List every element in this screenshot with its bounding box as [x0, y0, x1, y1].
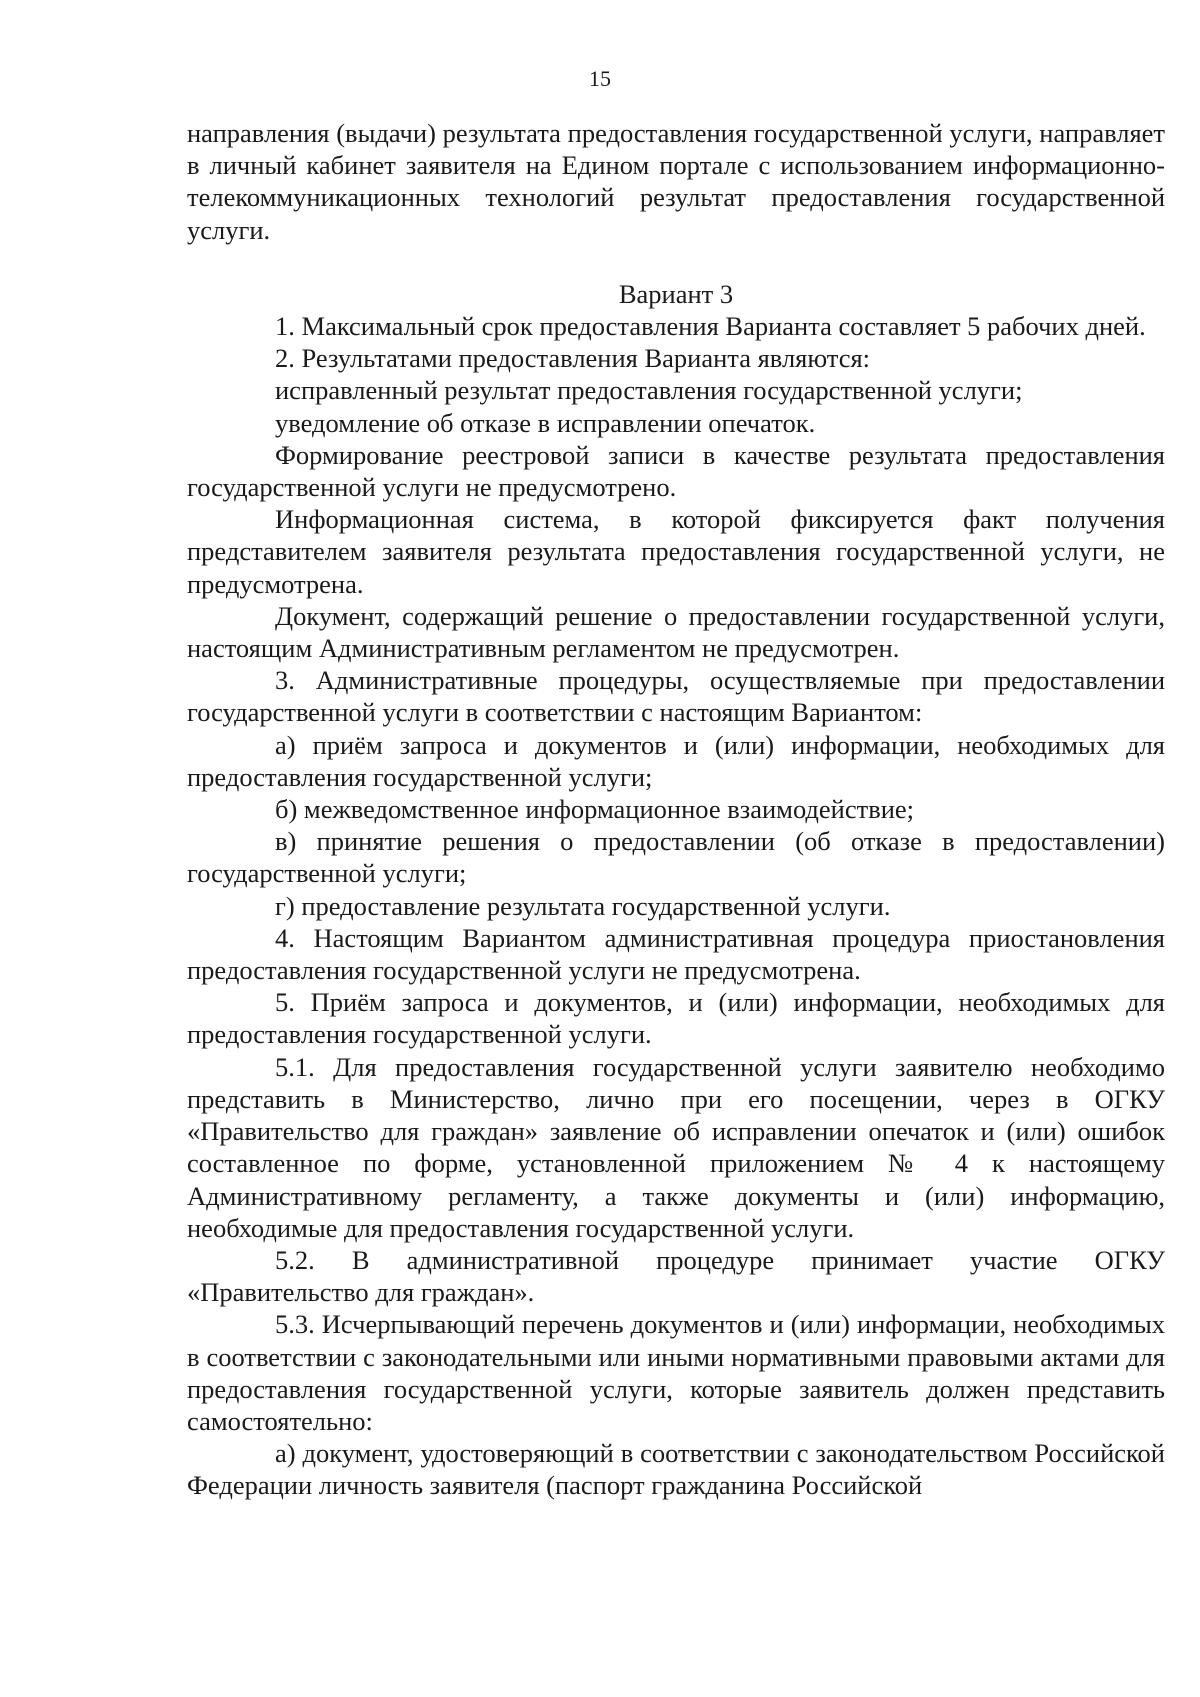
paragraph: 5.3. Исчерпывающий перечень документов и (или) информации, необходимых в соответствии с законодательными или иными нормативными правовыми актами для предоставления государственной услуги, которые заявитель должен представить самостоятельно: [187, 1309, 1165, 1436]
paragraph: Информационная система, в которой фиксируется факт получения представителем заявителя результата предоставления государственной услуги, не предусмотрена. [187, 504, 1165, 599]
list-item: исправленный результат предоставления государственной услуги; [275, 375, 1023, 406]
section-gap [187, 246, 1165, 278]
paragraph: 5.1. Для предоставления государственной услуги заявителю необходимо представить в Министерство, лично при его посещении, через в ОГКУ «Правительство для граждан» заявление об исправлении опечаток и (или) ошибок составленное по форме, установленной приложением № 4 к настоящему Административному регламенту, а также документы и (или) информацию, необходимые для предоставления государственной услуги. [187, 1051, 1165, 1243]
list-item: а) документ, удостоверяющий в соответствии с законодательством Российской Федерации личность заявителя (паспорт гражданина Российской [187, 1438, 1165, 1501]
list-item: г) предоставление результата государственной услуги. [275, 890, 891, 921]
page-number: 15 [589, 66, 611, 91]
list-item: а) приём запроса и документов и (или) информации, необходимых для предоставления государственной услуги; [187, 729, 1165, 792]
paragraph: 2. Результатами предоставления Варианта являются: [275, 343, 871, 374]
section-heading: Вариант 3 [618, 278, 734, 309]
list-item: уведомление об отказе в исправлении опечаток. [275, 407, 816, 438]
paragraph: Формирование реестровой записи в качестве результата предоставления государственной услуги не предусмотрено. [187, 439, 1165, 503]
list-item: б) межведомственное информационное взаимодействие; [275, 794, 915, 825]
paragraph: 5.2. В административной процедуре принимает участие ОГКУ «Правительство для граждан». [187, 1244, 1165, 1308]
paragraph-continuation: направления (выдачи) результата предоставления государственной услуги, направляет в личный кабинет заявителя на Едином портале с использованием информационно-телекоммуникационных технологий результат предоставления государственной услуги. [187, 118, 1165, 245]
paragraph: 1. Максимальный срок предоставления Варианта составляет 5 рабочих дней. [275, 311, 1146, 342]
paragraph: 4. Настоящим Вариантом административная процедура приостановления предоставления государственной услуги не предусмотрена. [187, 922, 1165, 986]
paragraph: 3. Административные процедуры, осуществляемые при предоставлении государственной услуги в соответствии с настоящим Вариантом: [187, 665, 1165, 728]
document-body [187, 117, 1165, 1502]
paragraph: Документ, содержащий решение о предоставлении государственной услуги, настоящим Административным регламентом не предусмотрен. [187, 600, 1165, 664]
paragraph: 5. Приём запроса и документов, и (или) информации, необходимых для предоставления государственной услуги. [187, 987, 1165, 1050]
list-item: в) принятие решения о предоставлении (об отказе в предоставлении) государственной услуги; [187, 826, 1165, 889]
